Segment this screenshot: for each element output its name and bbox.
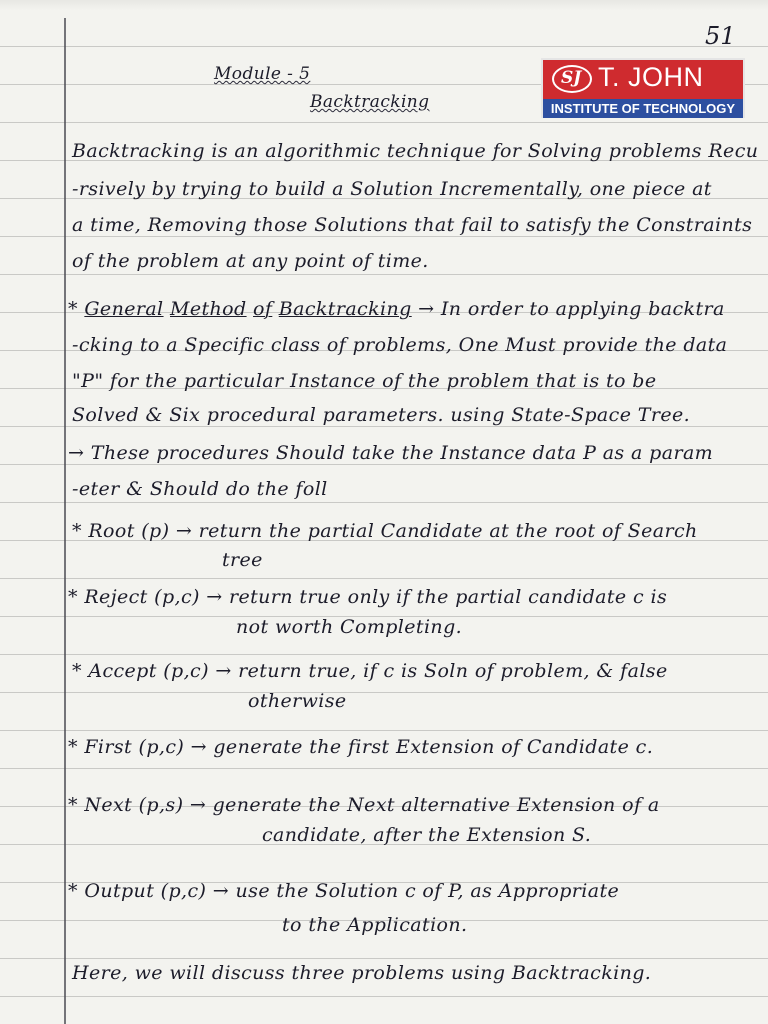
procedures-intro-line-1: → These procedures Should take the Instance data P as a param — [68, 442, 714, 464]
procedures-intro-line-2: -eter & Should do the foll — [72, 478, 328, 500]
institute-logo — [541, 58, 745, 118]
module-heading: Module - 5 — [214, 64, 311, 84]
general-method-line-1: * General Method of Backtracking → In order to applying backtra — [68, 298, 725, 320]
intro-line-3: a time, Removing those Solutions that fail to satisfy the Constraints — [72, 214, 753, 236]
procedure-output-line-2: to the Application. — [282, 914, 468, 936]
procedure-accept-line-1: * Accept (p,c) → return true, if c is Soln of problem, & false — [72, 660, 668, 682]
intro-line-1: Backtracking is an algorithmic technique for Solving problems Recu — [72, 140, 759, 162]
logo-emblem-icon: SJ — [552, 65, 592, 93]
procedure-accept-line-2: otherwise — [248, 690, 347, 712]
procedure-reject-line-1: * Reject (p,c) → return true only if the partial candidate c is — [68, 586, 668, 608]
intro-line-4: of the problem at any point of time. — [72, 250, 429, 272]
procedure-output-line-1: * Output (p,c) → use the Solution c of P, as Appropriate — [68, 880, 620, 902]
closing-line: Here, we will discuss three problems using Backtracking. — [72, 962, 652, 984]
procedure-root-line-1: * Root (p) → return the partial Candidate at the root of Search — [72, 520, 698, 542]
logo-subtitle: INSTITUTE OF TECHNOLOGY — [543, 99, 743, 118]
procedure-reject-line-2: not worth Completing. — [236, 616, 463, 638]
procedure-next-line-2: candidate, after the Extension S. — [262, 824, 592, 846]
logo-title: T. JOHN — [598, 62, 704, 92]
intro-line-2: -rsively by trying to build a Solution Incrementally, one piece at — [72, 178, 712, 200]
general-method-line-3: "P" for the particular Instance of the problem that is to be — [72, 370, 657, 392]
page-top-edge — [0, 0, 768, 10]
procedure-root-line-2: tree — [222, 549, 263, 571]
procedure-first-line-1: * First (p,c) → generate the first Extension of Candidate c. — [68, 736, 654, 758]
procedure-next-line-1: * Next (p,s) → generate the Next alternative Extension of a — [68, 794, 660, 816]
general-method-line-2: -cking to a Specific class of problems, One Must provide the data — [72, 334, 728, 356]
topic-heading: Backtracking — [310, 92, 430, 112]
general-method-line-4: Solved & Six procedural parameters. using State-Space Tree. — [72, 404, 691, 426]
page-number: 51 — [705, 22, 736, 50]
margin-line — [64, 18, 66, 1024]
